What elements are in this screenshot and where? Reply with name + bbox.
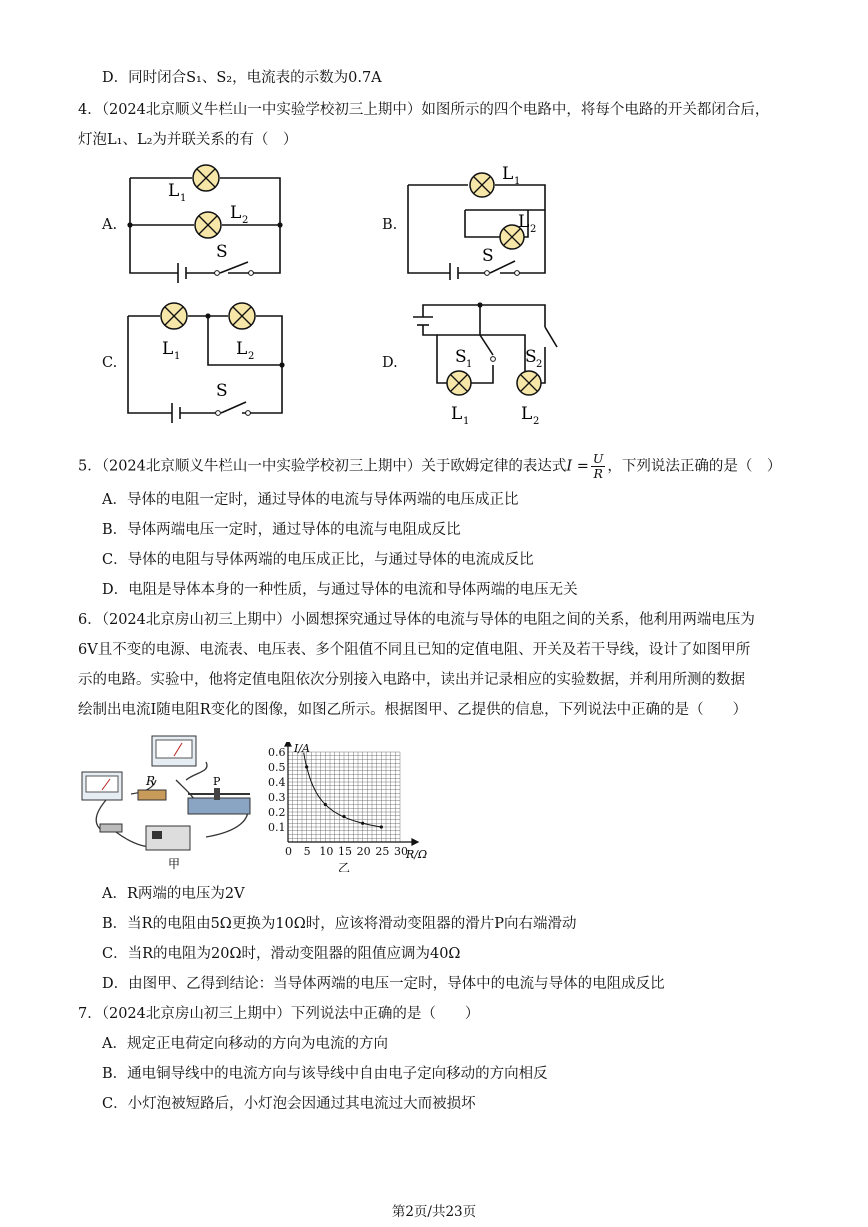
q7-stem: 7．（2024北京房山初三上期中）下列说法中正确的是（ ） [78,1006,480,1022]
label-l1: L [168,181,180,201]
svg-text:2: 2 [530,224,537,235]
data-point [305,765,308,768]
x-axis-arrow [412,839,418,845]
q4-label-b: B. [382,217,398,233]
svg-text:S: S [216,381,228,401]
label-l2: L [230,203,242,223]
apparatus-figure [76,732,266,872]
q7-option-a: A．规定正电荷定向移动的方向为电流的方向 [102,1036,388,1052]
y-tick-label: 0.3 [268,791,286,804]
q5-option-b: B．导体两端电压一定时，通过导体的电流与电阻成反比 [102,522,461,538]
page-footer: 第2页/共23页 [391,1204,477,1220]
x-tick-label: 5 [303,845,311,858]
power-supply-icon [146,826,190,850]
svg-text:1: 1 [466,359,473,370]
svg-text:L: L [502,165,514,184]
svg-text:S: S [455,347,467,367]
circuit-c-diagram [120,298,295,423]
data-point [342,815,345,818]
x-tick-label: 30 [394,845,408,858]
svg-text:1: 1 [180,193,187,204]
svg-text:R: R [146,774,156,788]
y-tick-label: 0.5 [268,761,286,774]
y-axis-label: I/A [294,742,310,755]
svg-text:1: 1 [514,176,521,187]
q6-option-d: D．由图甲、乙得到结论：当导体两端的电压一定时，导体中的电流与导体的电阻成反比 [102,976,665,992]
ammeter-icon [82,772,122,800]
ohm-formula: $\frac{U}{R}$ [592,451,604,481]
y-tick-label: 0.2 [268,806,286,819]
voltmeter-icon [152,736,196,766]
q4-label-d: D. [382,355,398,371]
svg-text:S: S [482,246,494,266]
x-tick-label: 15 [338,845,352,858]
q4-label-a: A. [102,217,118,233]
y-tick-label: 0.1 [268,821,286,834]
q6-option-b: B．当R的电阻由5Ω更换为10Ω时，应该将滑动变阻器的滑片P向右端滑动 [102,916,577,932]
x-tick-label: 10 [319,845,334,858]
data-point [380,825,383,828]
svg-text:L: L [521,404,533,424]
q6-stem-line4: 绘制出电流I随电阻R变化的图像，如图乙所示。根据图甲、乙提供的信息，下列说法中正确的是（ ） [78,702,748,718]
i-r-graph [268,742,438,872]
circuit-d-diagram [405,295,580,430]
q4-stem-line1: 4．（2024北京顺义牛栏山一中实验学校初三上期中）如图所示的四个电路中，将每个电路的开关都闭合后， [78,102,770,118]
q6-option-c: C．当R的电阻为20Ω时，滑动变阻器的阻值应调为40Ω [102,946,461,962]
x-axis-label: R/Ω [406,848,428,861]
rheostat-icon [188,788,250,814]
svg-text:1: 1 [463,416,470,427]
q6-stem-line1: 6．（2024北京房山初三上期中）小圆想探究通过导体的电流与导体的电阻之间的关系，他利用两端电压为 [78,612,755,628]
q4-stem-line2: 灯泡L₁、L₂为并联关系的有（ ） [78,132,298,148]
resistor-icon [138,790,166,800]
svg-text:甲: 甲 [168,857,181,871]
figure-yi-label: 乙 [338,861,351,872]
lamp-icon [193,165,221,238]
q6-stem-line3: 示的电路。实验中，他将定值电阻依次分别接入电路中，读出并记录相应的实验数据，并利用所测的数据 [78,672,745,688]
svg-text:P: P [213,775,221,788]
svg-text:L: L [162,339,174,359]
svg-text:2: 2 [242,215,249,226]
svg-text:1: 1 [174,351,181,362]
svg-text:2: 2 [536,359,543,370]
y-tick-label: 0.4 [268,776,286,789]
data-point [361,822,364,825]
y-axis-arrow [285,742,291,746]
q5-option-a: A．导体的电阻一定时，通过导体的电流与导体两端的电压成正比 [102,492,519,508]
q7-option-c: C．小灯泡被短路后，小灯泡会因通过其电流过大而被损坏 [102,1096,476,1112]
svg-text:2: 2 [248,351,255,362]
x-tick-label: 25 [375,845,390,858]
circuit-a-diagram [120,158,295,283]
svg-text:2: 2 [533,416,540,427]
svg-text:S: S [525,347,537,367]
q5-option-d: D．电阻是导体本身的一种性质，与通过导体的电流和导体两端的电压无关 [102,582,578,598]
q5-option-c: C．导体的电阻与导体两端的电压成正比，与通过导体的电流成反比 [102,552,534,568]
x-tick-label: 0 [285,845,292,858]
q6-stem-line2: 6V且不变的电源、电流表、电压表、多个阻值不同且已知的定值电阻、开关及若干导线，设计了如图甲所 [78,642,751,658]
switch-icon [100,824,122,832]
label-s: S [216,242,228,262]
q7-option-b: B．通电铜导线中的电流方向与该导线中自由电子定向移动的方向相反 [102,1066,548,1082]
svg-text:L: L [451,404,463,424]
svg-text:L: L [518,212,530,232]
q3-option-d: D．同时闭合S₁、S₂，电流表的示数为0.7A [102,70,382,86]
x-tick-label: 20 [356,845,371,858]
q5-stem: 5．（2024北京顺义牛栏山一中实验学校初三上期中）关于欧姆定律的表达式I = $\frac{U}{R}$ ，下列说法正确的是（ ） [78,451,782,481]
circuit-b-diagram [400,165,555,280]
data-point [324,803,327,806]
y-tick-label: 0.6 [268,746,286,759]
q4-label-c: C. [102,355,118,371]
svg-text:L: L [236,339,248,359]
q6-option-a: A．R两端的电压为2V [102,886,245,902]
